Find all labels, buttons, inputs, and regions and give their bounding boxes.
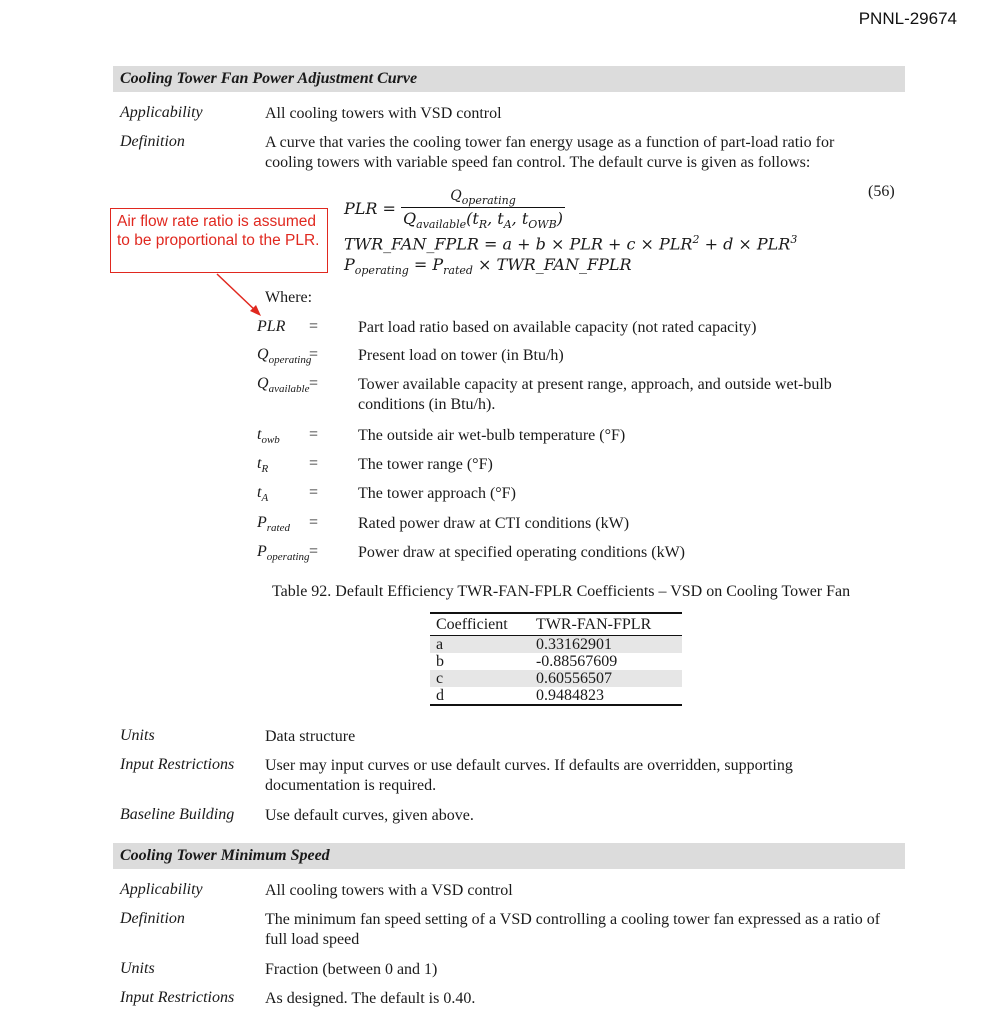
equation-fraction-numerator: $Q_{operating}$ — [450, 188, 516, 207]
definition-plr-text: Part load ratio based on available capacity (not rated capacity) — [358, 319, 757, 336]
symbol-qavailable: $Q_{available}$ — [257, 375, 310, 396]
equals-sign: = — [309, 455, 319, 472]
symbol-ta: $t_A$ — [257, 484, 269, 505]
where-label: Where: — [265, 289, 313, 306]
table-cell: b — [436, 653, 444, 670]
baseline-building-label: Baseline Building — [120, 806, 235, 823]
definition-prated-text: Rated power draw at CTI conditions (kW) — [358, 515, 630, 532]
table-caption: Table 92. Default Efficiency TWR-FAN-FPLR Coefficients – VSD on Cooling Tower Fan — [272, 583, 851, 600]
equation-fraction — [401, 188, 565, 231]
table-header: Coefficient — [430, 613, 530, 636]
table-cell: 0.60556507 — [530, 670, 682, 687]
symbol-plr: PLR — [257, 318, 286, 335]
callout-note: Air flow rate ratio is assumed to be proportional to the PLR. — [110, 208, 328, 273]
units-text: Fraction (between 0 and 1) — [265, 961, 438, 978]
definition-ta-text: The tower approach (°F) — [358, 485, 516, 502]
equals-sign: = — [309, 346, 319, 363]
table-cell: 0.33162901 — [530, 636, 682, 654]
table-cell: c — [430, 670, 530, 687]
section-title-fan-power-curve: Cooling Tower Fan Power Adjustment Curve — [113, 66, 905, 92]
equals-sign: = — [309, 484, 319, 501]
units-label: Units — [120, 727, 155, 744]
input-restrictions-text: User may input curves or use default curves. If defaults are overridden, supporting documentation is required. — [265, 757, 793, 794]
equation-power: $P_{operating} = P_{rated}$ × TWR_FAN_FPLR — [344, 255, 632, 278]
definition-label: Definition — [120, 133, 185, 150]
equals-sign: = — [309, 514, 319, 531]
applicability-label: Applicability — [120, 104, 203, 121]
definition-text: The minimum fan speed setting of a VSD controlling a cooling tower fan expressed as a ratio of full load speed — [265, 911, 881, 948]
table-header: TWR-FAN-FPLR — [530, 613, 682, 636]
definition-tr-text: The tower range (°F) — [358, 456, 493, 473]
equation-fplr: TWR_FAN_FPLR = a + b × PLR + $c \times PLR^2 + d \times PLR^3$ — [344, 233, 798, 254]
equation-fraction-denominator: $Q_{available}(t_R$, $t_A$, $t_{OWB}$) — [403, 208, 563, 231]
table-row — [430, 687, 682, 705]
symbol-qoperating: $Q_{operating}$ — [257, 346, 312, 367]
applicability-label: Applicability — [120, 881, 203, 898]
input-restrictions-label: Input Restrictions — [120, 756, 235, 773]
units-text: Data structure — [265, 728, 356, 745]
table-cell: d — [436, 687, 444, 704]
equals-sign: = — [309, 318, 319, 335]
input-restrictions-label: Input Restrictions — [120, 989, 235, 1006]
symbol-poperating: $P_{operating}$ — [257, 543, 310, 564]
definition-label: Definition — [120, 910, 185, 927]
table-cell: -0.88567609 — [535, 653, 618, 670]
callout-arrow — [215, 272, 265, 322]
symbol-tr: $t_R$ — [257, 455, 269, 476]
table-header-row — [430, 613, 682, 636]
input-restrictions-text: As designed. The default is 0.40. — [265, 990, 476, 1007]
equation-plr-lhs: PLR = — [344, 199, 402, 218]
table-row — [430, 636, 682, 654]
symbol-prated: $P_{rated}$ — [257, 514, 291, 535]
applicability-text: All cooling towers with VSD control — [265, 105, 502, 122]
document-id: PNNL-29674 — [858, 9, 957, 28]
equals-sign: = — [309, 375, 319, 392]
definition-qoperating-text: Present load on tower (in Btu/h) — [358, 347, 564, 364]
applicability-text: All cooling towers with a VSD control — [265, 882, 513, 899]
table-row — [430, 670, 682, 687]
section-title-minimum-speed: Cooling Tower Minimum Speed — [113, 843, 905, 869]
table-row — [430, 653, 682, 670]
definition-towb-text: The outside air wet-bulb temperature (°F) — [358, 427, 626, 444]
definition-poperating-text: Power draw at specified operating conditions (kW) — [358, 544, 686, 561]
table-cell: a — [430, 636, 530, 654]
table-cell: 0.9484823 — [535, 687, 604, 704]
definition-text: A curve that varies the cooling tower fan energy usage as a function of part-load ratio for cooling towers with variable speed fan control. The default curve is given as follows: — [265, 134, 835, 171]
units-label: Units — [120, 960, 155, 977]
equation-number: (56) — [868, 183, 895, 200]
coefficient-table — [430, 612, 682, 706]
baseline-building-text: Use default curves, given above. — [265, 807, 474, 824]
equation-plr — [344, 188, 565, 231]
equals-sign: = — [309, 426, 319, 443]
definition-qavailable-text: Tower available capacity at present range, approach, and outside wet-bulb conditions (in Btu/h). — [358, 376, 832, 413]
equals-sign: = — [309, 543, 319, 560]
symbol-towb: $t_{owb}$ — [257, 426, 280, 447]
